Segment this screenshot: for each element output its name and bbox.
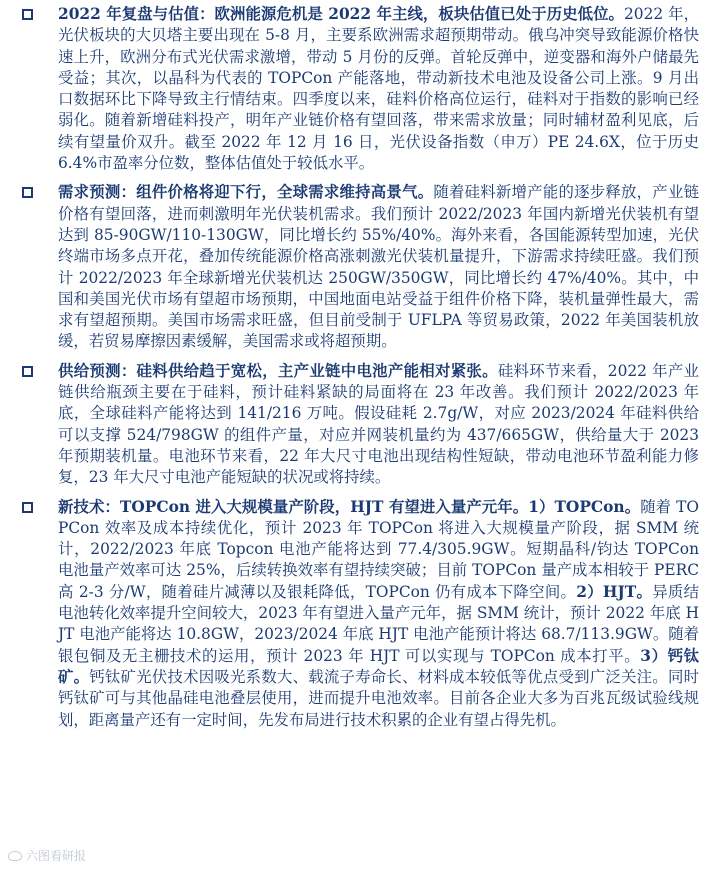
checkbox-bullet-icon bbox=[22, 9, 33, 20]
watermark bbox=[8, 847, 86, 864]
watermark-text: 六图看研报 bbox=[26, 849, 87, 863]
section-body: 2022 年，光伏板块的大贝塔主要出现在 5-8 月，主要系欧洲需求超预期带动。俄乌冲突导致能源价格快速上升，欧洲分布式光伏需求激增，带动 5 月份的反弹。首轮反弹中，逆变器和海外户储最先受益；其次，以晶科为代表的 TOPCon 产能落地，带动新技术电池及设备公司上涨。9 月出口数据环比下降导致主行情结束。四季度以来，硅料价格高位运行，硅料对于指数的影响已经弱化。随着新增硅料投产，明年产业链价格有望回落，带来需求放量；同时辅材盈利见底，后续有望量价双升。截至 2022 年 12 月 16 日，光伏设备指数（申万）PE 24.6X，位于历史 6.4%市盈率分位数，整体估值处于较低水平。 bbox=[58, 5, 699, 173]
section-demand-forecast bbox=[22, 182, 699, 352]
paragraph bbox=[58, 361, 699, 489]
section-heading: 2022 年复盘与估值：欧洲能源危机是 2022 年主线，板块估值已处于历史低位。 bbox=[58, 5, 624, 23]
paragraph bbox=[58, 182, 699, 352]
section-body: 硅料环节来看，2022 年产业链供给瓶颈主要在于硅料，预计硅料紧缺的局面将在 23 年改善。我们预计 2022/2023 年底，全球硅料产能将达到 141/216 万吨。假设硅耗 2.7g/W，对应 2023/2024 年硅料供给可以支撑 524/798GW 的组件产量，对应并网装机量约为 437/665GW，供给量大于 2023 年预期装机量。电池环节来看，22 年大尺寸电池出现结构性短缺，带动电池环节盈利能力修复，23 年大尺寸电池产能短缺的状况或将持续。 bbox=[58, 361, 699, 487]
subsection-body-perovskite: 钙钛矿光伏技术因吸光系数大、载流子寿命长、材料成本较低等优点受到广泛关注。同时钙钛矿可与其他晶硅电池叠层使用，进而提升电池效率。目前各企业大多为百兆瓦级试验线规划，距离量产还有一定时间，先发布局进行技术积累的企业有望占得先机。 bbox=[58, 667, 699, 729]
checkbox-bullet-icon bbox=[22, 366, 33, 377]
subsection-body-hjt: 异质结电池转化效率提升空间较大，2023 年有望进入量产元年，据 SMM 统计，预计 2022 年底 HJT 电池产能将达 10.8GW，2023/2024 年底 HJT 电池产能预计将达 68.7/113.9GW。随着银包铜及无主栅技术的运用，预计 2023 年 HJT 可以实现与 TOPCon 成本打平。 bbox=[58, 582, 699, 665]
section-body: 随着硅料新增产能的逐步释放，产业链价格有望回落，进而刺激明年光伏装机需求。我们预计 2022/2023 年国内新增光伏装机有望达到 85-90GW/110-130GW，同比增长约 55%/40%。海外来看，各国能源转型加速，光伏终端市场多点开花，叠加传统能源价格高涨刺激光伏装机量提升，下游需求持续旺盛。我们预计 2022/2023 年全球新增光伏装机达 250GW/350GW，同比增长约 47%/40%。其中，中国和美国光伏市场有望超市场预期，中国地面电站受益于组件价格下降，装机量弹性最大，需求有望超预期。美国市场需求旺盛，但目前受制于 UFLPA 等贸易政策，2022 年美国装机放缓，若贸易摩擦因素缓解，美国需求或将超预期。 bbox=[58, 183, 699, 351]
checkbox-bullet-icon bbox=[22, 187, 33, 198]
subsection-heading-perovskite: 3）钙钛矿。 bbox=[58, 646, 699, 686]
section-body: 随着 TOPCon 效率及成本持续优化，预计 2023 年 TOPCon 将进入大规模量产阶段，据 SMM 统计，2022/2023 年底 Topcon 电池产能将达到 77.4/305.9GW。短期晶科/钧达 TOPCon 电池量产效率可达 25%，后续转换效率有望持续突破；目前 TOPCon 量产成本相较于 PERC 高 2-3 分/W，随着硅片减薄以及银耗降低，TOPCon 仍有成本下降空间。 bbox=[58, 497, 699, 601]
section-supply-forecast bbox=[22, 361, 699, 489]
eye-icon bbox=[8, 851, 22, 861]
section-heading: 需求预测：组件价格将迎下行，全球需求维持高景气。 bbox=[58, 183, 434, 202]
section-heading: 供给预测：硅料供给趋于宽松，主产业链中电池产能相对紧张。 bbox=[58, 361, 498, 380]
section-heading: 新技术：TOPCon 进入大规模量产阶段，HJT 有望进入量产元年。1）TOPCon。 bbox=[58, 497, 641, 516]
paragraph bbox=[58, 4, 699, 174]
section-review-valuation bbox=[22, 4, 699, 174]
section-new-technology bbox=[22, 497, 699, 731]
paragraph bbox=[58, 497, 699, 731]
subsection-heading-hjt: 2）HJT。 bbox=[576, 582, 653, 601]
checkbox-bullet-icon bbox=[22, 502, 33, 513]
